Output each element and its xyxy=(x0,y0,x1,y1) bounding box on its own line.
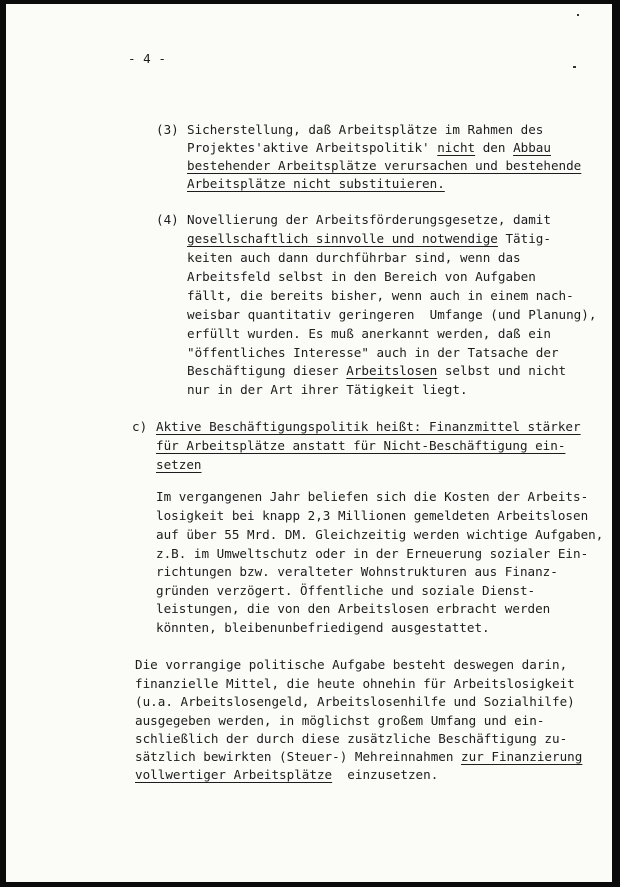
item-4-line-6: weisbar quantitativ geringeren Umfange (und Planung), xyxy=(187,307,597,322)
item-4-line-3: keiten auch dann durchführbar sind, wenn das xyxy=(187,250,521,265)
item-4-line-7: erfüllt wurden. Es muß anerkannt werden, daß ein xyxy=(187,326,551,341)
final-paragraph-line-7: vollwertiger Arbeitsplätze einzusetzen. xyxy=(135,767,439,782)
section-c-paragraph-line-2: losigkeit bei knapp 2,3 Millionen gemeldeten Arbeitslosen xyxy=(156,508,589,523)
final-paragraph-line-5: schließlich der durch diese zusätzliche Beschäftigung zu- xyxy=(135,731,568,746)
item-4-number: (4) xyxy=(156,212,179,227)
section-c-paragraph-line-6: gründen verzögert. Öffentliche und soziale Dienst- xyxy=(156,583,536,598)
item-3-line-1: Sicherstellung, daß Arbeitsplätze im Rahmen des xyxy=(187,122,544,137)
section-c-paragraph-line-8: könnten, bleibenunbefriedigend ausgestattet. xyxy=(156,620,490,635)
section-c-label: c) xyxy=(132,419,148,434)
item-3-number: (3) xyxy=(156,122,179,137)
page-number: - 4 - xyxy=(128,51,166,66)
item-4-line-5: fällt, die bereits bisher, wenn auch in einem nach- xyxy=(187,288,574,303)
item-4-line-4: Arbeitsfeld selbst in den Bereich von Aufgaben xyxy=(187,269,536,284)
item-3-line-2: Projektes'aktive Arbeitspolitik' nicht den Abbau xyxy=(187,140,551,155)
scan-speck xyxy=(577,14,579,16)
section-c-heading-line-1: Aktive Beschäftigungspolitik heißt: Finanzmittel stärker xyxy=(156,419,581,434)
section-c-paragraph-line-5: richtungen bzw. veralteter Wohnstrukturen aus Finanz- xyxy=(156,564,558,579)
item-4-line-9: Beschäftigung dieser Arbeitslosen selbst und nicht xyxy=(187,363,567,378)
section-c-paragraph-line-3: auf über 55 Mrd. DM. Gleichzeitig werden wichtige Aufgaben, xyxy=(156,527,604,542)
final-paragraph-line-4: ausgegeben werden, in möglichst großem Umfang und ein- xyxy=(135,713,545,728)
final-paragraph-line-3: (u.a. Arbeitslosengeld, Arbeitslosenhilfe und Sozialhilfe) xyxy=(135,694,575,709)
section-c-paragraph-line-4: z.B. im Umweltschutz oder in der Erneuerung sozialer Ein- xyxy=(156,546,589,561)
item-3-line-4: Arbeitsplätze nicht substituieren. xyxy=(187,176,445,191)
item-4-line-8: "öffentliches Interesse" auch in der Tatsache der xyxy=(187,345,559,360)
final-paragraph-line-1: Die vorrangige politische Aufgabe besteht deswegen darin, xyxy=(135,657,568,672)
scan-speck xyxy=(573,66,576,68)
section-c-paragraph-line-7: leistungen, die von den Arbeitslosen erbracht werden xyxy=(156,601,551,616)
item-4-line-10: nur in der Art ihrer Tätigkeit liegt. xyxy=(187,382,468,397)
item-4-line-1: Novellierung der Arbeitsförderungsgesetze, damit xyxy=(187,212,551,227)
item-4-line-2: gesellschaftlich sinnvolle und notwendige Tätig- xyxy=(187,231,551,246)
final-paragraph-line-6: sätzlich bewirkten (Steuer-) Mehreinnahmen zur Finanzierung xyxy=(135,749,583,764)
section-c-heading-line-3: setzen xyxy=(156,457,202,472)
section-c-heading-line-2: für Arbeitsplätze anstatt für Nicht-Beschäftigung ein- xyxy=(156,438,566,453)
final-paragraph-line-2: finanzielle Mittel, die heute ohnehin für Arbeitslosigkeit xyxy=(135,676,575,691)
item-3-line-3: bestehender Arbeitsplätze verursachen und bestehende xyxy=(187,158,582,173)
section-c-paragraph-line-1: Im vergangenen Jahr beliefen sich die Kosten der Arbeits- xyxy=(156,489,589,504)
